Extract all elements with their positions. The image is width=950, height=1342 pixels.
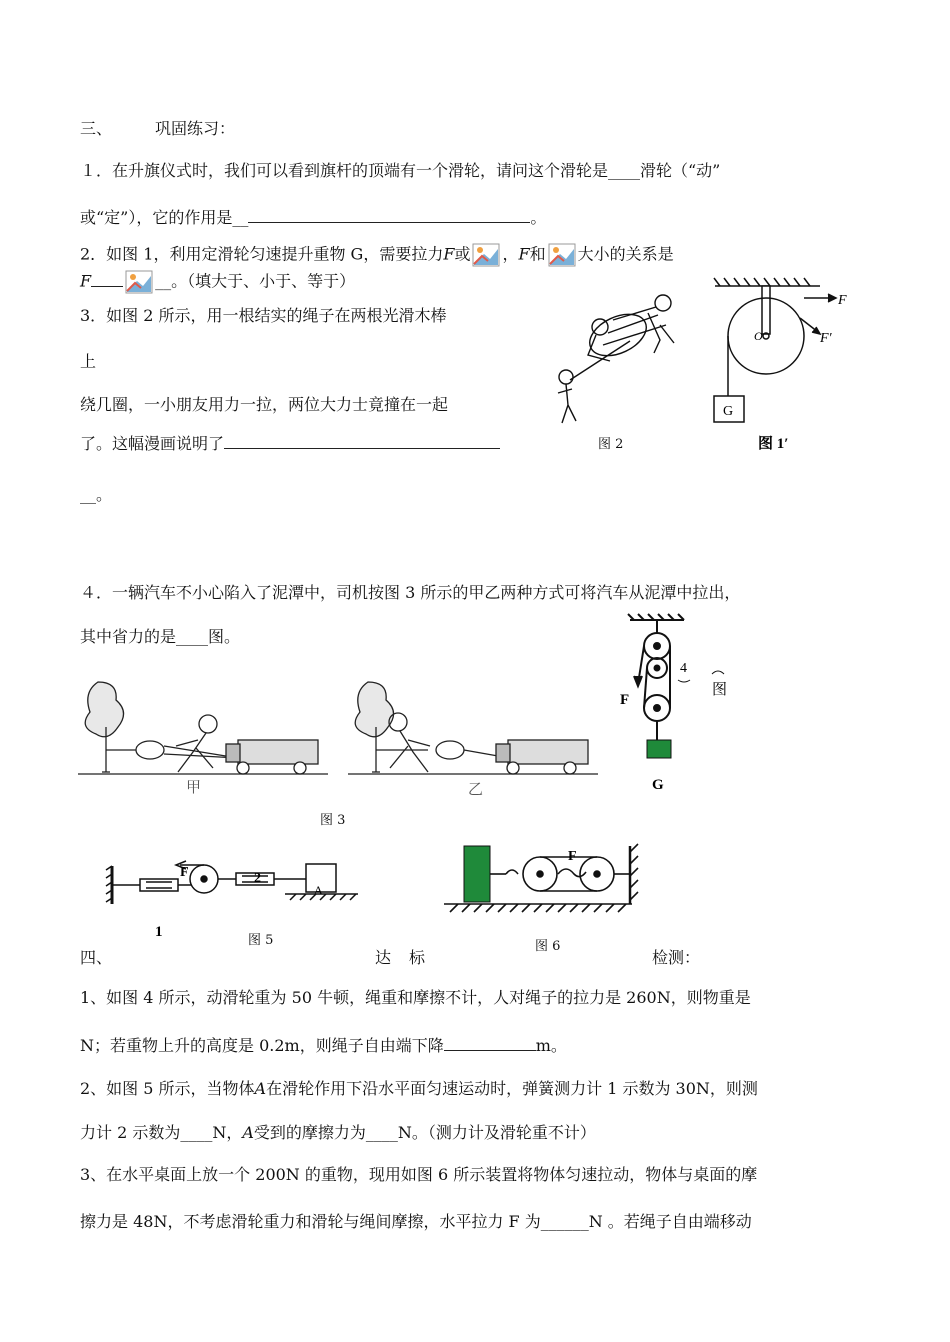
p2-A: A [254,1079,267,1098]
figure-6-caption: 图 6 [535,939,561,954]
figure-1-fixed-pulley [710,278,860,458]
q2-line1 [80,243,674,267]
figure-6-pulley-setup [442,840,642,915]
q2-F3: F [80,271,92,291]
q1-line2 [80,207,546,229]
q2-F2: F [518,244,530,264]
section-4-number: 四、 [80,948,113,967]
q3-line2: 上 [80,352,97,371]
fig1-G: G [723,404,734,419]
q2-blank[interactable] [91,271,123,287]
broken-image-icon [125,270,153,294]
section-4-title-2: 标 [409,948,426,967]
q2-fill: __ [155,271,172,291]
figure-3-car-pulling [78,672,608,802]
figure-2-cartoon [548,285,688,430]
section-3-title: 巩固练习： [155,119,236,138]
fig4-tu: 图 [712,682,728,698]
q1-line1: １．在升旗仪式时，我们可以看到旗杆的顶端有一个滑轮，请问这个滑轮是____滑轮（“动” [80,161,721,180]
p2-A2: A [242,1123,254,1142]
q4-line1: ４．一辆汽车不小心陷入了泥潭中，司机按图 3 所示的甲乙两种方式可将汽车从泥潭中拉出， [80,583,741,602]
p1-blank[interactable] [444,1035,536,1051]
p2-line1 [80,1078,758,1100]
q4-line2: 其中省力的是____图。 [80,627,241,646]
fig1-O: O [754,329,763,343]
p1-text-a: 1、如图 4 所示， [80,988,207,1007]
section-4-title-3: 检测： [652,948,701,967]
broken-image-icon [548,243,576,267]
q1-blank[interactable] [248,207,530,223]
fig4-F: F [620,692,630,708]
broken-image-icon [472,243,500,267]
q2-end: 大小的关系是 [577,244,674,264]
fig3-jia: 甲 [186,780,202,796]
figure-5-spring-scales [100,852,365,942]
q3-line5: __。 [80,485,113,504]
q1-end: 。 [530,208,547,227]
q3-text: 了。这幅漫画说明了 [80,434,225,453]
fig5-one: 1 [155,924,163,940]
section-4-title-1: 达 [375,948,392,967]
p1-line1 [80,987,751,1009]
p2-text-b2: 受到的摩擦力为____N。（测力计及滑轮重不计） [253,1123,596,1142]
q2-F: F [443,244,455,264]
fig6-F: F [568,849,577,864]
q2-or: 或 [454,244,471,264]
fig3-yi: 乙 [468,782,484,798]
fig5-A: A [314,883,323,897]
q3-blank[interactable] [224,433,500,449]
fig4-number: 4 [680,661,687,676]
p2-line2 [80,1122,596,1144]
p1-text-c: N；若重物上升的高度是 0.2m，则绳子自由端下降 [80,1036,444,1055]
p2-text-a2: 在滑轮作用下沿水平面匀速运动时，弹簧测力计 1 示数为 30N，则测 [266,1079,758,1098]
fig5-two: 2 [254,871,261,886]
q3-line4 [80,433,500,455]
p3-line1: 3、在水平桌面上放一个 200N 的重物，现用如图 6 所示装置将物体匀速拉动，物体与桌面的摩 [80,1165,758,1184]
fig5-F: F [180,865,189,880]
q2-line2 [80,270,355,294]
q3-line3: 绕几圈，一小朋友用力一拉，两位大力士竟撞在一起 [80,395,449,414]
p3-line2: 擦力是 48N，不考虑滑轮重力和滑轮与绳间摩擦，水平拉力 F 为______N 。若绳子自由端移动 [80,1212,752,1231]
q2-tail: 。（填大于、小于、等于） [171,271,356,291]
p2-text-b1: 力计 2 示数为____N， [80,1123,243,1142]
fig1-F: F [838,293,847,308]
fig1-Fprime: F′ [820,331,832,346]
figure-3-caption: 图 3 [320,813,346,828]
p1-text-d: m。 [535,1036,567,1055]
q1-text: 或“定”），它的作用是__ [80,208,249,227]
q2-text: 2．如图 1，利用定滑轮匀速提升重物 G，需要拉力 [80,244,444,264]
q2-and: 和 [529,244,546,264]
figure-5-caption: 图 5 [248,933,274,948]
figure-2-caption: 图 2 [598,437,624,452]
fig1-caption: 图 1′ [758,436,789,452]
fig4-G: G [652,777,664,793]
p1-text-b: 动滑轮重为 50 牛顿，绳重和摩擦不计，人对绳子的拉力是 260N，则物重是 [206,988,751,1007]
p2-text-a1: 2、如图 5 所示，当物体 [80,1079,255,1098]
figure-4-pulley-block [612,612,742,797]
q3-line1: 3．如图 2 所示，用一根结实的绳子在两根光滑木棒 [80,306,447,325]
q2-sep: ， [502,244,519,264]
p1-line2 [80,1035,567,1057]
section-3-number: 三、 [80,119,113,138]
